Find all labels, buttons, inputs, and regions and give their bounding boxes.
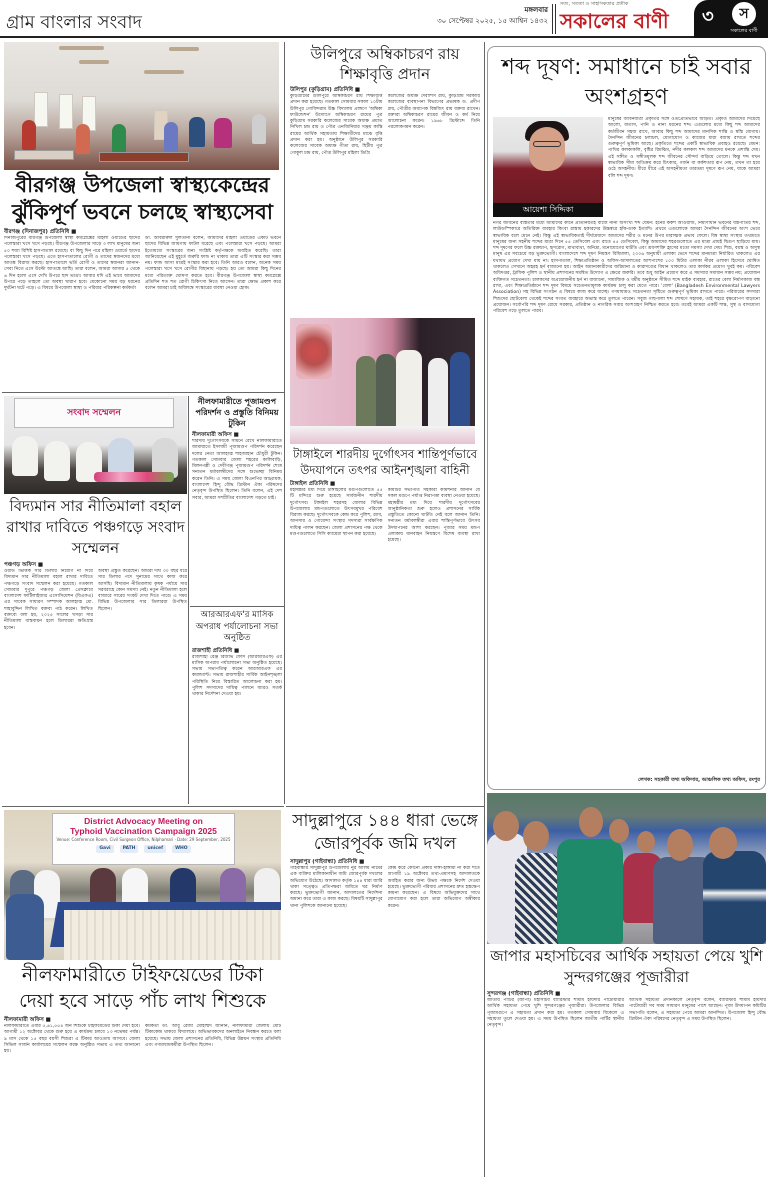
section-rule <box>2 806 284 807</box>
body-columns-typhoid <box>4 1024 281 1177</box>
article-press <box>4 396 187 804</box>
sponsor-logos <box>96 845 190 853</box>
body-columns-japa <box>487 998 766 1177</box>
article-nilphamari-puja <box>192 396 282 604</box>
section-rule <box>190 606 284 607</box>
column-rule <box>284 42 285 804</box>
durga-puja-photo <box>290 318 475 444</box>
sponsor-logo: Gavi <box>96 845 113 853</box>
dateline-ulipur: উলিপুর (কুড়িগ্রাম) প্রতিনিধি ■ <box>290 87 361 93</box>
dateline-tangail: টাঙ্গাইল প্রতিনিধি ■ <box>290 481 336 487</box>
photo-banner-text: সংবাদ সম্মেলন <box>67 408 121 418</box>
article-japa <box>487 793 766 1177</box>
hospital-ward-photo <box>4 42 279 170</box>
dateline-japa: সুন্দরগঞ্জ (গাইবান্ধা) প্রতিনিধি ■ <box>487 991 561 997</box>
paper-brand <box>560 1 692 37</box>
headline-tangail: টাঙ্গাইলে শারদীয় দুর্গোৎসব শান্তিপূর্ণভাবে উদযাপনে তৎপর আইনশৃঙ্খলা বাহিনী <box>293 447 477 477</box>
article-birganj <box>4 42 281 390</box>
body-noise-bottom: নগর জীবনের ব্যস্ততার মধ্যে আমাদের কানে প্রতিনিয়তই বাজে নানা অসংখ্য শব্দ যেমন: হর্নের কর্কশ আওয়াজ, নির্মাণাধীন ভবনের যন্ত্রপাতির শব্দ, লাউডস্পিকারে অতিরিক্ত ব্যবহার কিংবা রাস্তায় হকারদের উচ্চস্বরে হাঁক-ডাক ইত্যাদি। প্রথমে এগুলোকে আমরা দৈনন্দিন জীবনের অংশ ভেবে স্বাভাবিক বলে মেনে নেই। কিন্তু এই স্বাভাবিকতাই দীর্ঘমেয়াদে আমাদের শরীর ও মনের উপর মারাত্মক প্রভাব ফেলে। বিশ্ব স্বাস্থ্য সংস্থার তথ্যমতে মানুষের জন্য সহনীয় শব্দের মাত্রা দিনে ৫৫ ডেসিবেল এবং রাতে ৪৫ ডেসিবেল, কিন্তু আমাদের শহরগুলোতে এর মাত্রা প্রায়ই দ্বিগুণ ছাড়িয়ে যায়। শব্দ দূষণের ফলে উচ্চ রক্তচাপ, হৃদরোগ, মাথাব্যথা, অনিদ্রা, মনোযোগের ঘাটতি এবং শ্রবণশক্তি হ্রাসের মতো সমস্যা দেখা দেয়। শিশু, বয়স্ক ও অসুস্থ মানুষ এর সবচেয়ে বড় ভুক্তভোগী। বাংলাদেশে শব্দ দূষণ নিয়ন্ত্রণ বিধিমালা, ২০০৬ অনুযায়ী এলাকা ভেদে শব্দের মানমাত্রা নির্ধারিত থাকলেও এর যথাযথ প্রয়োগ দেখা যায় না। হাসপাতাল, শিক্ষাপ্রতিষ্ঠান ও অফিস-আদালতের আশপাশের ১০০ মিটার এলাকা নীরব এলাকা হিসেবে ঘোষিত থাকলেও সেখানে অহরহ হর্ন বাজানো হয়। আইন অমান্যকারীদের জরিমানা ও কারাদণ্ডের বিধান থাকলেও তার কার্যকর প্রয়োগ খুবই কম। পরিবেশ অধিদপ্তর, ট্রাফিক পুলিশ ও স্থানীয় প্রশাসনের সমন্বিত উদ্যোগ এ ক্ষেত্রে জরুরি। তবে শুধু আইন প্রয়োগ করে এ সমস্যার সমাধান সম্ভব নয়; প্রয়োজন ব্যক্তিগত সচেতনতা। চালকদের অপ্রয়োজনীয় হর্ন না বাজানো, সামাজিক ও ধর্মীয় অনুষ্ঠানে সীমিত শব্দে মাইক ব্যবহার, রাতের বেলা নির্মাণকাজ বন্ধ রাখা, এবং শিক্ষাপ্রতিষ্ঠানে শব্দ দূষণ বিষয়ে সচেতনতামূলক কার্যক্রম চালু করা যেতে পারে। 'বেলা' (Bangladesh Environmental Lawyers Association) সহ বিভিন্ন সংগঠন এ বিষয়ে কাজ করে যাচ্ছে। গণমাধ্যমও সচেতনতা সৃষ্টিতে গুরুত্বপূর্ণ ভূমিকা রাখতে পারে। পরিবারের সদস্যরা শিশুদের ছোটবেলা থেকেই শব্দের সংযত ব্যবহারে অভ্যস্ত করে তুলতে পারেন। সবুজ গাছপালা শব্দ শোষণে সহায়ক, তাই শহরে বৃক্ষরোপণ বাড়ানো প্রয়োজন। সর্বোপরি শব্দ দূষণ রোধে সরকার, প্রতিষ্ঠান ও নাগরিক সবার অংশগ্রহণ নিশ্চিত করতে হবে। তবেই আমরা একটি শান্ত, সুস্থ ও বাসযোগ্য পরিবেশ গড়ে তুলতে পারব। <box>493 221 760 315</box>
body-noise-top: মানুষের জীবনযাত্রা প্রকৃতির সঙ্গে ওতপ্রোতভাবে জড়িত। প্রকৃতি আমাদের দিয়েছে আলো, বাতাস, পানি ও নানা ধরনের শব্দ। এগুলোর মধ্যে কিছু শব্দ আমাদের কর্মজীবন সহজ রাখে, আবার কিছু শব্দ আমাদের মানসিক শান্তি ও স্বস্তি যোগায়। দৈনন্দিন জীবনের চলাচল, যোগাযোগ ও কাজের ধারা বজায় রাখতে শব্দের গুরুত্বপূর্ণ ভূমিকা আছে। প্রকৃতিতে শব্দের একটি স্বাভাবিক প্রবাহও রয়েছে। যেমন: পাখির কলকাকলি, বৃষ্টির রিমঝিম, নদীর কলকল শব্দ আমাদের মনকে প্রশান্তি দেয়। এই সঙ্গীত ও সঙ্গীতমূলক শব্দ জীবনের সৌন্দর্য বাড়িয়ে তোলে। কিন্তু শব্দ যখন স্বাভাবিক সীমা অতিক্রম করে চিৎকার, গর্জন বা কর্কশতার রূপ নেয়, তখন তা হয়ে ওঠে অসহনীয়। ধীরে ধীরে এই অসহনীয়তা তারতম্য দূষণে রূপ নেয়, যাকে আমরা বলি শব্দ দূষণ। <box>608 117 760 179</box>
issue-date <box>380 5 548 27</box>
body-columns-rrf <box>192 655 282 805</box>
sponsor-logo: unicef <box>144 845 166 853</box>
headline-sadullapur: সাদুল্লাপুরে ১৪৪ ধারা ভেঙ্গে জোরপূর্বক জমি দখল <box>292 811 478 854</box>
section-rule <box>286 806 484 807</box>
headline-nilphamari-puja: নীলফামারীতে পূজামণ্ডপ পরিদর্শন ও প্রস্তুতি বিনিময় টুকিন <box>195 397 279 428</box>
body-japa-left: জাতীয় পার্টির (জাপা) মহাসচিব ব্যারিস্টার শামীম হায়দার পাটোয়ারীর আর্থিক সহায়তা পেয়ে খুশি সুন্দরগঞ্জের পূজারীরা। উপজেলার বিভিন্ন পূজামণ্ডপে এ সহায়তা প্রদান করা হয়। গতকাল সোমবার বিকেলে এ সহায়তা তুলে দেওয়া হয়। এ সময় উপস্থিত ছিলেন জাতীয় পার্টির স্থানীয় নেতৃবৃন্দ। <box>487 998 624 1029</box>
opinion-box <box>487 46 766 790</box>
article-typhoid <box>4 810 281 1177</box>
body-tangail-right: কমিটির সভাপতি সহকারী কমিশনার জানান যে সকল মণ্ডপে পর্যাপ্ত নিরাপত্তা ব্যবস্থা নেওয়া হয়েছে। মহাষষ্ঠীর মধ্য দিয়ে শারদীয় দুর্গোৎসবের আনুষ্ঠানিকতা শুরু হলেও প্রশাসনের সার্বিক প্রস্তুতিতে কোনো ঘাটতি নেই বলে জানান তিনি। সনাতন ধর্মাবলম্বীরা এবার শান্তিপূর্ণভাবে উৎসব উদযাপনের আশা করছেন। পূজার সময় মন্ডপ এলাকায় যানবাহন নিয়ন্ত্রণে বিশেষ ব্যবস্থা রাখা হয়েছে। <box>387 488 480 544</box>
columnist-block <box>493 117 603 217</box>
body-sadullapur-left: গাইবান্ধার সাদুল্লাপুর উপজেলায় নুর আলম নামের এক ব্যক্তির মালিকানাধীন জমি জোরপূর্বক দখলের অভিযোগ উঠেছে। আদালত কর্তৃক ১৪৪ ধারা জারি থাকা সত্ত্বেও প্রতিপক্ষরা জমিতে ঘর নির্মাণ করছে। ভুক্তভোগী জানান, আদালতের নির্দেশনা অমান্য করে তারা এ কাজ করছে। বিষয়টি সাদুল্লাপুর থানা পুলিশকে জানানো হয়েছে। <box>290 866 383 909</box>
dateline-nilphamari-puja: নীলফামারী অফিস ■ <box>192 432 239 438</box>
article-tangail <box>290 318 480 804</box>
headline-japa: জাপার মহাসচিবের আর্থিক সহায়তা পেয়ে খুশি সুন্দরগঞ্জের পূজারীরা <box>490 947 763 986</box>
body-columns-tangail <box>290 488 480 804</box>
body-japa-right: আর্থিক সহায়তা প্রদানকালে নেতৃবৃন্দ বলেন, ব্যারিস্টার শামীম হায়দার পাটোয়ারী সব সময় সাধারণ মানুষের পাশে আছেন। পূজা উদযাপন কমিটির সভাপতি বলেন, এ সহায়তা পেয়ে আমরা আনন্দিত। উপজেলা হিন্দু বৌদ্ধ খ্রিস্টান ঐক্য পরিষদের নেতৃবৃন্দ এ সময় উপস্থিত ছিলেন। <box>629 998 766 1022</box>
columnist-photo <box>493 117 603 203</box>
body-birganj-right: ডা. আবরারুল সুলতানা বলেন, আমাদের মহিলা ওয়ার্ডের একটি ভবনে ছাদের বিভিন্ন জায়গায় ফাটল ধরেছে এবং পলেস্তারা খসে পড়ছে। আমরা ইতোমধ্যে সংস্কারের জন্য সংশ্লিষ্ট কর্তৃপক্ষকে অবহিত করেছি। তারা জানিয়েছেন এই মুহূর্তে জরুরি ফান্ড না থাকায় তারা এটি সংস্কার করা সম্ভব নয়। ফান্ড আসা মাত্রই সংস্কার করা হবে। তিনি আরও বলেন, অনেক সময় পলেস্তারা খসে খসে রোগীর বিছানায় পড়ছে। হয় তো আমরা কিছু দিনের মধ্যে পরিত্যক্ত ঘোষণা করতে হবে। বীরগঞ্জ উপজেলা স্বাস্থ্য কমপ্লেক্সে প্রতিদিন শত শত রোগী চিকিৎসা নিতে আসেন। তারা ক্ষোভ প্রকাশ করে বলেন আমরা চাই অবিলম্বে সংস্কারের ব্যবস্থা নেওয়া হোক। <box>145 236 281 292</box>
body-typhoid-right: কর্মকর্তা ডা. আবু রেজা মোহাম্মদ জানান, নীলফামারী জেলায় মোট টিকাকেন্দ্র থাকবে বিদ্যালয়ে। অভিভাবকদের অনলাইনে নিবন্ধন করতে বলা হয়েছে। সভায় জেলা প্রশাসনের প্রতিনিধি, বিভিন্ন উন্নয়ন সংস্থার প্রতিনিধি এবং গণমাধ্যমকর্মীরা উপস্থিত ছিলেন। <box>145 1024 281 1048</box>
body-rrf: রাজশাহী রেঞ্জ রিজার্ভ ফোর্স (আরআরএফ) এর মাসিক অপরাধ পর্যালোচনা সভা অনুষ্ঠিত হয়েছে। সভায় সভাপতিত্ব করেন আরআরএফ এর কমান্ড্যান্ট। সভায় রাজশাহীর সার্বিক আইনশৃঙ্খলা পরিস্থিতি নিয়ে বিস্তারিত আলোচনা করা হয়। পুলিশ সদস্যদের দায়িত্ব পালনে আরও সতর্ক থাকার নির্দেশনা দেওয়া হয়। <box>192 654 282 698</box>
dateline-rrf: রাজশাহী প্রতিনিধি ■ <box>192 647 240 654</box>
photo-banner-sub: Venue: Conference Room, Civil Surgeon Office, Nilphamari · Date: 29 September, 2025 <box>56 837 231 842</box>
column-rule <box>188 396 189 804</box>
body-nilphamari-puja: শারদীয় দুর্গোৎসবকে সামনে রেখে নীলফামারীতে জামায়াতে ইসলামী পূজামণ্ডপ পরিদর্শন করেছেন দলের নেতা আলহাজ্ব শাহজাহান চৌধুরী টুকিন। গতকাল সোমবার জেলা শহরের কালিবাড়ি, মিলনপল্লী ও দেবীগঞ্জ পূজামণ্ডপ পরিদর্শন শেষে সনাতন ধর্মাবলম্বীদের সঙ্গে শুভেচ্ছা বিনিময় করেন তিনি। এ সময় জেলা বিএনপির আহ্বায়ক, বাংলাদেশ হিন্দু বৌদ্ধ খ্রিস্টান ঐক্য পরিষদের নেতৃবৃন্দ উপস্থিত ছিলেন। তিনি বলেন, এই দেশ সবার, আমরা সম্প্রীতির বাংলাদেশ গড়তে চাই। <box>192 439 282 501</box>
column-rule <box>484 42 485 1177</box>
body-press-right: অবস্থা প্রস্তুত করেছেন। আমরা দীর্ঘ ৩০ বছর ধরে সার ডিলার পদে সুনামের সাথে কাজ করে আসছি। বিদ্যমান নীতিমালায় কৃষক পর্যায়ে সার সরবরাহে কোন সমস্যা নেই। নতুন নীতিমালা হলে বাজারে সারের সংকট দেখা দিতে পারে। এ সময় বিভিন্ন উপজেলার সার ডিলাররা উপস্থিত ছিলেন। <box>98 569 187 612</box>
opinion-intro <box>493 117 760 217</box>
body-typhoid-left: নীলফামারীতে এবার ৫,৬১,৫৫৪ জন শিশুকে টাইফয়েডের টিকা দেয়া হবে। আগামী ১২ অক্টোবর থেকে শুরু হয়ে এ কার্যক্রম চলবে ১৩ নভেম্বর পর্যন্ত। ৯ মাস থেকে ১৫ বছর বয়সী শিশুরা এ টিকার আওতায় আসবে। জেলা সিভিল সার্জন কার্যালয়ের সম্মেলন কক্ষে অনুষ্ঠিত সভায় এ তথ্য জানানো হয়। <box>4 1024 140 1055</box>
opinion-byline: লেখক: সহকারী তথ্য অফিসার, আঞ্চলিক তথ্য অফিস, রংপুর <box>638 777 760 783</box>
photo-banner <box>52 813 235 865</box>
body-birganj-left: দিনাজপুরের বীরগঞ্জ উপজেলা স্বাস্থ্য কমপ্লেক্সের মহিলা ওয়ার্ডের ছাদের পলেস্তারা খসে খসে পড়ছে। বীরগঞ্জ উপজেলার সাড়ে ৩ লাখ মানুষের জন্য ৫০ শয্যা বিশিষ্ট হাসপাতাল রয়েছে। বা কিছু দিন পরে মহিলা ওয়ার্ডে ছাদের পলেস্তারা খসে পড়ছে। এতে হাসপাতালের রোগী ও তাদের স্বজনদের মধ্যে আতঙ্ক বিরাজ করছে। হাসপাতালে ভর্তি রোগী ও তাদের স্বজনরা জানান- সেবা নিতে এসে উল্টো আতঙ্কে আছি। তারা বলেন, আমরা আসার ৫ থেকে ৬ দিন হলো এসে দেখি উপরে ছাদ ভাঙা। আবার যদি এই ভাবে আমাদের উপরে পড়ে তাহলে তো অবস্থা খারাপ হবে। যেকোনো সময় বড় ধরনের দুর্ঘটনা ঘটে পড়ে। এ বিষয়ে উপজেলা স্বাস্থ্য ও পরিবার পরিকল্পনা কর্মকর্তা <box>4 236 140 292</box>
sponsor-logo: WHO <box>172 845 191 853</box>
headline-ulipur: উলিপুরে অম্বিকাচরণ রায় শিক্ষাবৃত্তি প্রদান <box>310 45 460 83</box>
dateline-sadullapur: সাদুল্লাপুর (গাইবান্ধা) প্রতিনিধি ■ <box>290 859 365 865</box>
photo-banner-line2: Typhoid Vaccination Campaign 2025 <box>70 826 217 836</box>
article-sadullapur <box>290 810 480 1177</box>
masthead <box>0 0 768 38</box>
body-ulipur-left: কুড়িগ্রামের উলিপুরে অম্বিকাচরণ রায় শিক্ষাবৃত্তি প্রদান করা হয়েছে। গতকাল সোমবার সকাল ১০টায় উলিপুর গোবিন্দরাম উচ্চ বিদ্যালয় প্রাঙ্গণে 'অম্বিকা ফাউন্ডেশন' উদ্যোগে অম্বিকাচরণ রায়ের পুত্র কুড়িগ্রাম সরকারি কলেজের সাবেক অধ্যক্ষ প্রয়াত নিখিল চন্দ্র রায় ও পৌত্র এনজিনিয়ার সঞ্জয় কান্তি রায়ের আর্থিক সহায়তায় শিক্ষার্থীদের মাঝে বৃত্তি প্রদান করা হয়। অনুষ্ঠানে উলিপুর সরকারি কলেজের সাবেক অধ্যক্ষ গীতা রায়, ছিটীয় পুত্র গোকুল চন্দ্র রায়, পৌত্র উলিপুর মহিলা ডিগ্রি <box>290 94 383 156</box>
headline-rrf: আরআরএফ'র মাসিক অপরাধ পর্যালোচনা সভা অনুষ্ঠিত <box>195 610 279 643</box>
opinion-body <box>493 221 760 774</box>
headline-typhoid: নীলফামারীতে টাইফয়েডের টিকা দেয়া হবে সাড়ে পাঁচ লাখ শিশুকে <box>19 964 266 1012</box>
article-rrf <box>192 610 282 804</box>
headline-noise-pollution: শব্দ দূষণ: সমাধানে চাই সবার অংশগ্রহণ <box>501 55 752 110</box>
issue-date-text: ৩০ সেপ্টেম্বর ২০২৫, ১৫ আশ্বিন ১৪৩২ <box>437 17 548 25</box>
columnist-name: আয়েশা সিদ্দিকা <box>493 203 603 217</box>
sponsor-logo: PATH <box>120 845 139 853</box>
masthead-divider <box>552 4 556 34</box>
body-columns-nilphamari-puja <box>192 439 282 604</box>
body-columns-birganj <box>4 236 281 390</box>
headline-birganj: বীরগঞ্জ উপজেলা স্বাস্থ্যকেন্দ্রের ঝুঁকিপূর্ণ ভবনে চলছে স্বাস্থ্যসেবা <box>12 173 273 224</box>
paper-name: সকালের বাণী <box>560 9 669 33</box>
photo-banner-line1: District Advocacy Meeting on <box>84 816 203 826</box>
section-title: গ্রাম বাংলার সংবাদ <box>6 12 142 33</box>
dateline-birganj: বীরগঞ্জ (দিনাজপুর) প্রতিনিধি ■ <box>4 229 77 235</box>
paper-logo-icon: স <box>732 2 756 26</box>
article-ulipur <box>290 44 480 316</box>
dateline-typhoid: নীলফামারী অফিস ■ <box>4 1017 51 1023</box>
dateline-press: পঞ্চগড় অফিস ■ <box>4 562 44 568</box>
body-columns-press <box>4 569 187 804</box>
issue-day: মঙ্গলবার <box>524 6 548 14</box>
japa-donation-photo <box>487 793 766 944</box>
section-rule <box>2 392 284 393</box>
body-sadullapur-right: কেন্দ্র করে কোনো প্রকার দাঙ্গা-হাঙ্গামা না করা শর্তে আগামী ১৯ অক্টোবর তথ্য-প্রমাণসহ আদালতকে অবহিত করার জন্য উভয় পক্ষকে নির্দেশ দেওয়া হয়েছে। ভুক্তভোগী পরিবার প্রশাসনের দ্রুত হস্তক্ষেপ কামনা করেছেন। এ বিষয়ে অভিযুক্তদের সাথে যোগাযোগ করা হলে তারা অভিযোগ অস্বীকার করেন। <box>387 866 480 909</box>
body-columns-sadullapur <box>290 866 480 1177</box>
body-press-left: ওয়ার্ড ভিত্তিক সার ডিলার নিয়োগ না দিয়ে বিদ্যমান সার নীতিমালা বহাল রাখার দাবিতে পঞ্চগড়ে সংবাদ সম্মেলন করা হয়েছে। গতকাল সোমবার দুপুরে পঞ্চগড় জেলা প্রেসক্লাবে বাংলাদেশ ফার্টিলাইজার এসোসিয়েশন (বিএফএ) এর সাবেক সাধারণ সম্পাদক আলহাজ্ব মো. শাহাবুদ্দিন লিখিত বক্তব্য পাঠ করেন। লিখিত বক্তব্যে বলা হয়, ২০২৫ সালের খসড়া সার নীতিমালা বাস্তবায়ন হলে ডিলাররা ক্ষতিগ্রস্ত হবেন। <box>4 569 93 631</box>
body-tangail-left: মহাষষ্ঠীর মধ্য দিয়ে টাঙ্গাইলের মণ্ডপগুলোতে ৫৫ টি মন্দিরে শুরু হয়েছে সার্বজনীন শারদীয় দুর্গোৎসব। টাঙ্গাইল শহরসহ জেলার বিভিন্ন উপজেলার মন্ডপগুলোতে উৎসবমুখর পরিবেশ বিরাজ করছে। দুর্গোৎসবকে কেন্দ্র করে পুলিশ, র‍্যাব, আনসার ও গোয়েন্দা সংস্থার সদস্যরা সার্বক্ষণিক দায়িত্ব পালন করছেন। জেলা প্রশাসনের পক্ষ থেকে মণ্ডপগুলোতে সিসি ক্যামেরা স্থাপন করা হয়েছে। <box>290 488 383 538</box>
headline-press-conference: বিদ্যমান সার নীতিমালা বহাল রাখার দাবিতে পঞ্চগড়ে সংবাদ সম্মেলন <box>6 497 185 557</box>
typhoid-meeting-photo <box>4 810 281 960</box>
page-number: ৩ <box>702 6 714 27</box>
body-ulipur-right: কলেজের অধ্যক্ষ দেবাশিস রায়, কুড়িগ্রাম সরকারি কলেজের ব্যবস্থাপনা বিভাগের প্রভাষক ড. প্রদীপ রায়, পৌত্রীর অধ্যাপক বিশ্বজিৎ রায় বক্তব্য রাখেন। বক্তারা অম্বিকাচরণ রায়ের জীবন ও কর্ম নিয়ে আলোচনা করেন। ১৯৬৮ খ্রিস্টাব্দে তিনি পরলোকগমন করেন। <box>387 94 480 131</box>
press-conference-photo <box>4 396 187 494</box>
paper-tagline: সত্য, সততা ও সাহসিকতার প্রতীক <box>560 1 629 7</box>
logo-caption: সকালের বাণী <box>730 28 758 34</box>
body-columns-ulipur <box>290 94 480 316</box>
